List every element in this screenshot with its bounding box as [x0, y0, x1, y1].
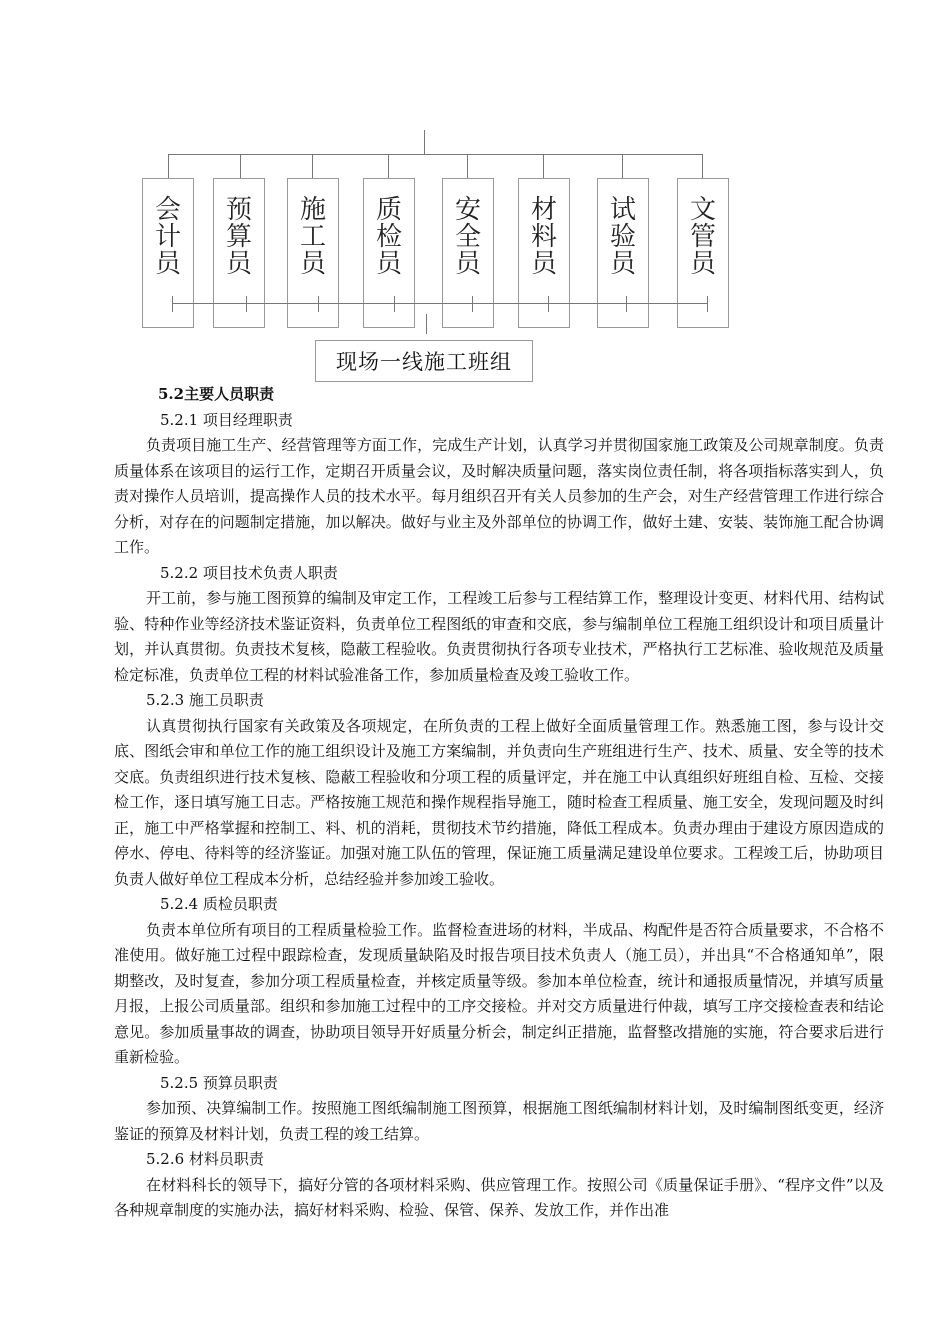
role-box: [363, 178, 415, 328]
role-box: [677, 178, 729, 328]
role-label: 质 检 员: [375, 195, 402, 279]
drop-line: [388, 154, 389, 178]
stub-line: [472, 296, 473, 312]
org-chart: [0, 0, 950, 390]
subsection-body: 负责本单位所有项目的工程质量检验工作。监督检查进场的材料，半成品、构配件是否符合质量要求，不合格不准使用。做好施工过程中跟踪检查，发现质量缺陷及时报告项目技术负责人（施工员），并出具“不合格通知单”，限期整改，及时复查，参加分项工程质量检查，并核定质量等级。参加本单位检查，统计和通报质量情况，并填写质量月报，上报公司质量部。组织和参加施工过程中的工序交接检。并对交方质量进行仲裁，填写工序交接检查表和结论意见。参加质量事故的调查，协助项目领导开好质量分析会，制定纠正措施，监督整改措施的实施，符合要求后进行重新检验。: [114, 920, 884, 1066]
role-box: [518, 178, 570, 328]
role-box: [597, 178, 649, 328]
stub-line: [548, 296, 549, 312]
subsection-heading: 5.2.4 质检员职责: [160, 895, 278, 913]
top-connector-line: [424, 130, 425, 154]
subsection-body: 认真贯彻执行国家有关政策及各项规定，在所负责的工程上做好全面质量管理工作。熟悉施工图，参与设计交底、图纸会审和单位工作的施工组织设计及施工方案编制，并负责向生产班组进行生产、技术、质量、安全等的技术交底。负责组织进行技术复核、隐蔽工程验收和分项工程的质量评定，并在施工中认真组织好班组自检、互检、交接检工作，逐日填写施工日志。严格按施工规范和操作规程指导施工，随时检查工程质量、施工安全，发现问题及时纠正，施工中严格掌握和控制工、料、机的消耗，贯彻技术节约措施，降低工程成本。负责办理由于建设方原因造成的停水、停电、待料等的经济鉴证。加强对施工队伍的管理，保证施工质量满足建设单位要求。工程竣工后，协助项目负责人做好单位工程成本分析，总结经验并参加竣工验收。: [114, 716, 884, 888]
subsection-heading: 5.2.5 预算员职责: [160, 1073, 278, 1092]
role-box: [442, 178, 494, 328]
role-label: 材 料 员: [530, 195, 557, 279]
stub-line: [172, 296, 173, 312]
role-box: [213, 178, 265, 328]
role-label: 会 计 员: [154, 195, 181, 279]
stub-line: [246, 296, 247, 312]
subsection-body: 在材料科长的领导下，搞好分管的各项材料采购、供应管理工作。按照公司《质量保证手册》、“程序文件”以及各种规章制度的实施办法，搞好材料采购、检验、保管、保养、发放工作，并作出准: [114, 1175, 884, 1219]
role-label: 施 工 员: [299, 195, 326, 279]
subsection-heading: 5.2.2 项目技术负责人职责: [160, 563, 338, 582]
role-box: [142, 178, 194, 328]
role-box: [287, 178, 339, 328]
subsection-body: 参加预、决算编制工作。按照施工图纸编制施工图预算，根据施工图纸编制材料计划，及时编制图纸变更，经济鉴证的预算及材料计划，负责工程的竣工结算。: [114, 1099, 884, 1143]
stub-line: [318, 296, 319, 312]
role-label: 文 管 员: [689, 195, 716, 279]
responsibilities-section: [114, 382, 884, 1224]
drop-line: [543, 154, 544, 178]
drop-line: [240, 154, 241, 178]
role-label: 安 全 员: [454, 195, 481, 279]
stub-line: [394, 296, 395, 312]
drop-line: [168, 154, 169, 178]
drop-line: [312, 154, 313, 178]
bottom-connector-line: [426, 314, 427, 334]
role-label: 试 验 员: [609, 195, 636, 279]
section-title: 5.2主要人员职责: [158, 385, 275, 403]
drop-line: [622, 154, 623, 178]
subsection-body: 开工前，参与施工图预算的编制及审定工作，工程竣工后参与工程结算工作，整理设计变更、材料代用、结构试验、特种作业等经济技术鉴证资料，负责单位工程图纸的审查和交底，参与编制单位工程施工组织设计和项目质量计划，并认真贯彻。负责技术复核，隐蔽工程验收。负责贯彻执行各项专业技术，严格执行工艺标准、验收规范及质量检定标准，负责单位工程的材料试验准备工作，参加质量检查及竣工验收工作。: [114, 589, 884, 684]
subsection-heading: 5.2.6 材料员职责: [146, 1150, 264, 1168]
subsection-heading: 5.2.1 项目经理职责: [160, 410, 293, 429]
subsection-heading: 5.2.3 施工员职责: [146, 691, 264, 709]
subsection-body: 负责项目施工生产、经营管理等方面工作，完成生产计划，认真学习并贯彻国家施工政策及公司规章制度。负责质量体系在该项目的运行工作，定期召开质量会议，及时解决质量问题，落实岗位责任制，将各项指标落实到人，负责对操作人员培训，提高操作人员的技术水平。每月组织召开有关人员参加的生产会，对生产经营管理工作进行综合分析，对存在的问题制定措施，加以解决。做好与业主及外部单位的协调工作，做好土建、安装、装饰施工配合协调工作。: [114, 436, 884, 556]
drop-line: [467, 154, 468, 178]
drop-line: [702, 154, 703, 178]
site-team-box: 现场一线施工班组: [315, 340, 533, 382]
stub-line: [626, 296, 627, 312]
role-label: 预 算 员: [225, 195, 252, 279]
stub-line: [707, 296, 708, 312]
